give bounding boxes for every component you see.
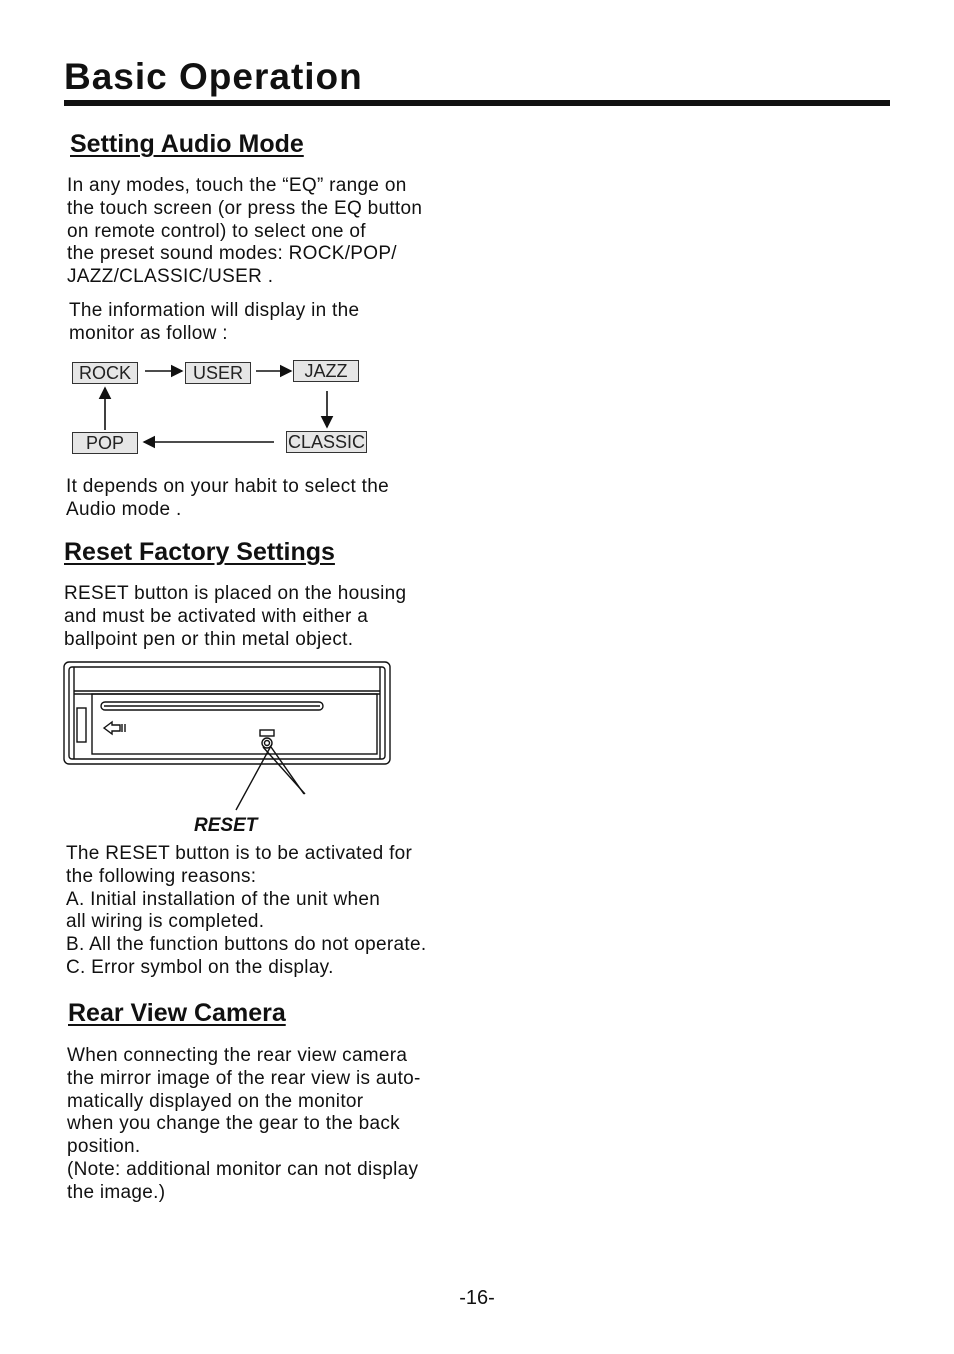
camera-body: When connecting the rear view camera the mirror image of the rear view is auto- matically displayed on the monitor when you change the gear to the back position. (Note: additional monitor can not display the image.) <box>67 1045 421 1203</box>
audio-mode-display-note: The information will display in the monitor as follow : <box>69 300 360 344</box>
page-number: -16- <box>459 1287 495 1309</box>
audio-mode-habit-note: It depends on your habit to select the Audio mode . <box>66 476 389 520</box>
mode-pop: POP <box>72 432 138 454</box>
audio-mode-intro: In any modes, touch the “EQ” range on the touch screen (or press the EQ button on remote control) to select one of the preset sound modes: ROCK/POP/ JAZZ/CLASSIC/USER . <box>67 175 423 288</box>
reset-button-label: RESET <box>194 815 258 836</box>
reset-intro: RESET button is placed on the housing and must be activated with either a ballpoint pen or thin metal object. <box>64 583 407 650</box>
camera-heading: Rear View Camera <box>68 999 286 1027</box>
audio-mode-heading: Setting Audio Mode <box>70 130 304 158</box>
title-rule <box>64 100 890 106</box>
reset-heading: Reset Factory Settings <box>64 538 335 566</box>
unit-housing-drawing <box>60 658 400 814</box>
audio-mode-cycle-diagram <box>60 355 380 465</box>
mode-rock: ROCK <box>72 362 138 384</box>
page-title: Basic Operation <box>64 56 363 97</box>
mode-jazz: JAZZ <box>293 360 359 382</box>
reset-reasons: The RESET button is to be activated for the following reasons: A. Initial installation of the unit when all wiring is completed. B. All the function buttons do not operate. C. Error symbol on the display. <box>66 843 427 978</box>
mode-classic: CLASSIC <box>287 432 366 452</box>
mode-user: USER <box>185 362 251 384</box>
